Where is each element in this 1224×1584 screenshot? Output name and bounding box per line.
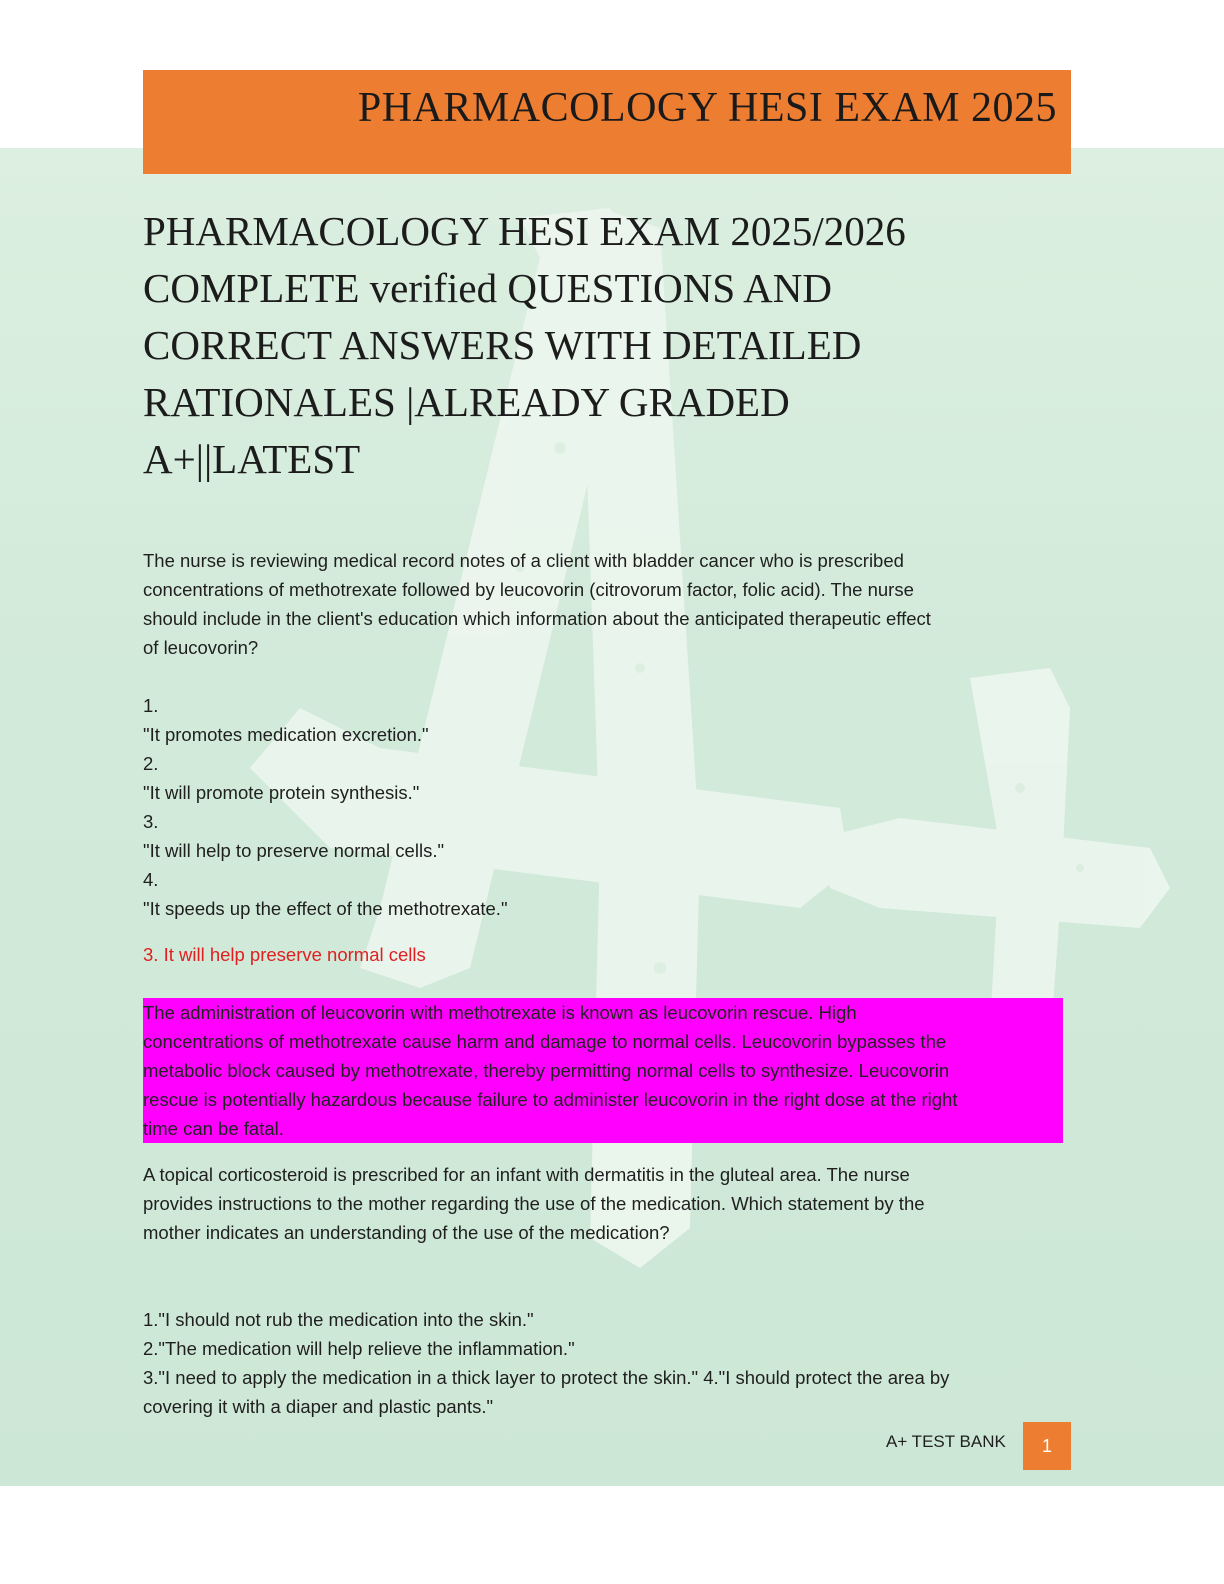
text-line: of leucovorin? <box>143 637 259 658</box>
question-2-stem <box>143 1160 1063 1247</box>
page-number-badge: 1 <box>1023 1422 1071 1470</box>
option-text: "It speeds up the effect of the methotrexate." <box>143 898 508 919</box>
question-2-options <box>143 1305 1063 1421</box>
option-text: covering it with a diaper and plastic pants." <box>143 1396 494 1417</box>
rationale-line <box>143 1085 1063 1114</box>
rationale-line <box>143 998 1063 1027</box>
text-line: should include in the client's education which information about the anticipated therapeutic effect <box>143 608 931 629</box>
option-text: "It will help to preserve normal cells." <box>143 840 445 861</box>
option-text: "It will promote protein synthesis." <box>143 782 420 803</box>
highlighted-text: time can be fatal. <box>143 1118 284 1139</box>
footer-label: A+ TEST BANK <box>886 1432 1006 1451</box>
question-1-rationale <box>143 998 1063 1143</box>
document-title <box>143 203 1073 488</box>
title-line: COMPLETE verified QUESTIONS AND <box>143 265 832 311</box>
question-1-stem <box>143 546 1063 662</box>
title-line: A+||LATEST <box>143 436 361 482</box>
header-band <box>143 70 1071 174</box>
option-text: 1."I should not rub the medication into the skin." <box>143 1309 534 1330</box>
highlighted-text: The administration of leucovorin with methotrexate is known as leucovorin rescue. High <box>143 1002 857 1023</box>
option-text: 3."I need to apply the medication in a thick layer to protect the skin." 4."I should protect the area by <box>143 1367 950 1388</box>
rationale-line <box>143 1056 1063 1085</box>
option-number: 1. <box>143 695 159 716</box>
text-line: concentrations of methotrexate followed by leucovorin (citrovorum factor, folic acid). The nurse <box>143 579 914 600</box>
highlighted-text: metabolic block caused by methotrexate, thereby permitting normal cells to synthesize. Leucovorin <box>143 1060 950 1081</box>
rationale-line <box>143 1114 1063 1143</box>
text-line: The nurse is reviewing medical record notes of a client with bladder cancer who is prescribed <box>143 550 904 571</box>
document-body <box>143 546 1063 1421</box>
question-1-options <box>143 691 1063 923</box>
option-text: 2."The medication will help relieve the inflammation." <box>143 1338 575 1359</box>
title-line: CORRECT ANSWERS WITH DETAILED <box>143 322 862 368</box>
text-line: A topical corticosteroid is prescribed for an infant with dermatitis in the gluteal area. The nurse <box>143 1164 910 1185</box>
option-number: 2. <box>143 753 159 774</box>
option-text: "It promotes medication excretion." <box>143 724 429 745</box>
text-line: mother indicates an understanding of the use of the medication? <box>143 1222 670 1243</box>
header-title: PHARMACOLOGY HESI EXAM 2025 <box>357 85 1057 131</box>
text-line: provides instructions to the mother regarding the use of the medication. Which statement by the <box>143 1193 925 1214</box>
question-1-answer: 3. It will help preserve normal cells <box>143 944 426 965</box>
highlighted-text: rescue is potentially hazardous because failure to administer leucovorin in the right dose at the right <box>143 1089 958 1110</box>
title-line: PHARMACOLOGY HESI EXAM 2025/2026 <box>143 208 906 254</box>
rationale-line <box>143 1027 1063 1056</box>
option-number: 4. <box>143 869 159 890</box>
title-line: RATIONALES |ALREADY GRADED <box>143 379 790 425</box>
option-number: 3. <box>143 811 159 832</box>
highlighted-text: concentrations of methotrexate cause harm and damage to normal cells. Leucovorin bypasses the <box>143 1031 947 1052</box>
